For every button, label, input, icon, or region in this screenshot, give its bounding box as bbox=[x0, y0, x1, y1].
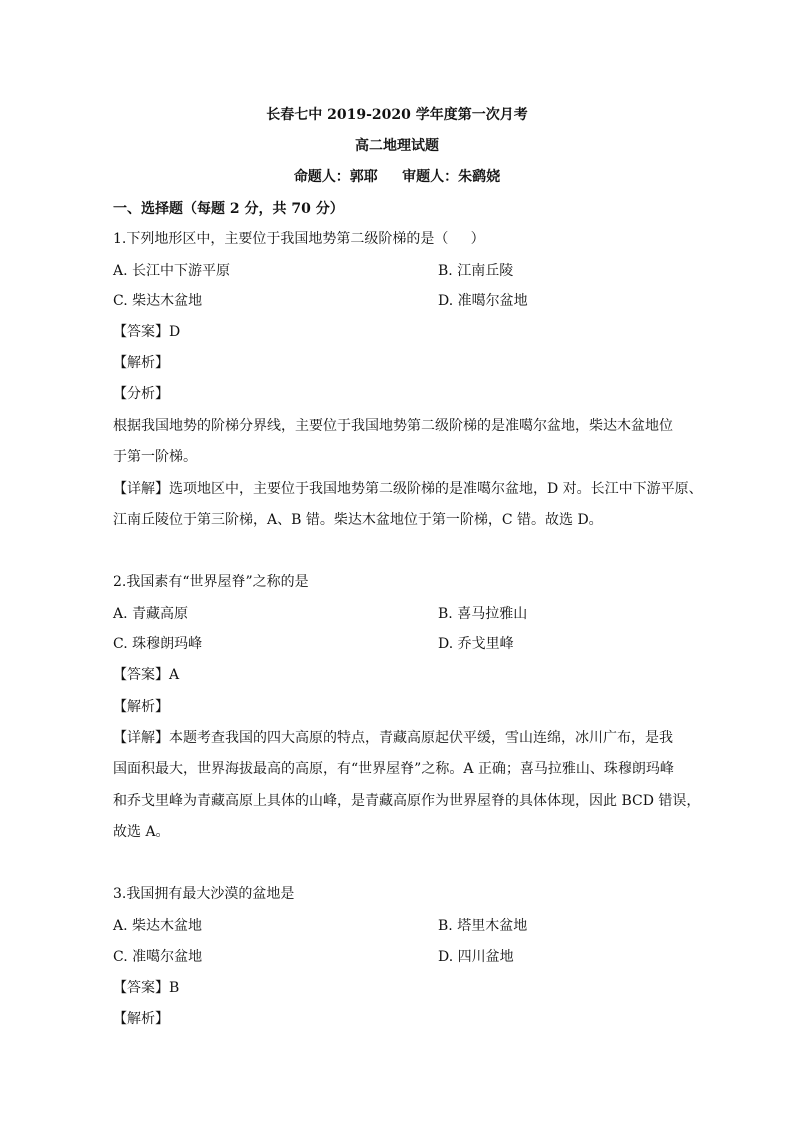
q1-answer: 【答案】D bbox=[113, 324, 181, 340]
q2-option-c: C. 珠穆朗玛峰 bbox=[113, 636, 203, 652]
question-3-stem: 3.我国拥有最大沙漠的盆地是 bbox=[113, 886, 295, 902]
q1-option-c: C. 柴达木盆地 bbox=[113, 293, 203, 309]
q2-option-b: B. 喜马拉雅山 bbox=[438, 606, 528, 622]
q1-option-a: A. 长江中下游平原 bbox=[113, 263, 231, 279]
exam-subtitle: 高二地理试题 bbox=[355, 138, 439, 154]
q1-detail-line-2: 江南丘陵位于第三阶梯，A、B 错。柴达木盆地位于第一阶梯，C 错。故选 D。 bbox=[113, 512, 603, 528]
q2-detail-line-3: 和乔戈里峰为青藏高原上具体的山峰，是青藏高原作为世界屋脊的具体体现，因此 BCD 错误， bbox=[113, 793, 701, 809]
q1-option-b: B. 江南丘陵 bbox=[438, 263, 514, 279]
q3-analysis-label: 【解析】 bbox=[113, 1011, 169, 1027]
section-heading: 一、选择题（每题 2 分，共 70 分） bbox=[113, 201, 344, 217]
q2-analysis-label: 【解析】 bbox=[113, 699, 169, 715]
q2-option-d: D. 乔戈里峰 bbox=[438, 636, 514, 652]
q2-detail-line-2: 国面积最大，世界海拔最高的高原，有“世界屋脊”之称。A 正确；喜马拉雅山、珠穆朗玛峰 bbox=[113, 761, 674, 777]
q2-answer: 【答案】A bbox=[113, 667, 180, 683]
q1-sub-line-2: 于第一阶梯。 bbox=[113, 449, 197, 465]
q2-detail-line-4: 故选 A。 bbox=[113, 824, 170, 840]
q1-sub-line-1: 根据我国地势的阶梯分界线，主要位于我国地势第二级阶梯的是准噶尔盆地，柴达木盆地位 bbox=[113, 418, 673, 434]
question-2-stem: 2.我国素有“世界屋脊”之称的是 bbox=[113, 574, 309, 590]
exam-title: 长春七中 2019-2020 学年度第一次月考 bbox=[266, 107, 528, 123]
question-1-stem: 1.下列地形区中，主要位于我国地势第二级阶梯的是（ ） bbox=[113, 231, 485, 247]
q1-analysis-label: 【解析】 bbox=[113, 355, 169, 371]
q2-option-a: A. 青藏高原 bbox=[113, 606, 189, 622]
q3-answer: 【答案】B bbox=[113, 980, 180, 996]
q1-detail-line-1: 【详解】选项地区中，主要位于我国地势第二级阶梯的是准噶尔盆地，D 对。长江中下游平原、 bbox=[113, 481, 703, 497]
exam-authors: 命题人：郭耶 审题人：朱鹞娆 bbox=[293, 169, 501, 185]
q1-option-d: D. 准噶尔盆地 bbox=[438, 293, 528, 309]
q3-option-a: A. 柴达木盆地 bbox=[113, 918, 203, 934]
q3-option-b: B. 塔里木盆地 bbox=[438, 918, 528, 934]
q2-detail-line-1: 【详解】本题考查我国的四大高原的特点，青藏高原起伏平缓，雪山连绵，冰川广布，是我 bbox=[113, 730, 673, 746]
q1-sub-label: 【分析】 bbox=[113, 386, 169, 402]
q3-option-c: C. 准噶尔盆地 bbox=[113, 949, 203, 965]
q3-option-d: D. 四川盆地 bbox=[438, 949, 514, 965]
